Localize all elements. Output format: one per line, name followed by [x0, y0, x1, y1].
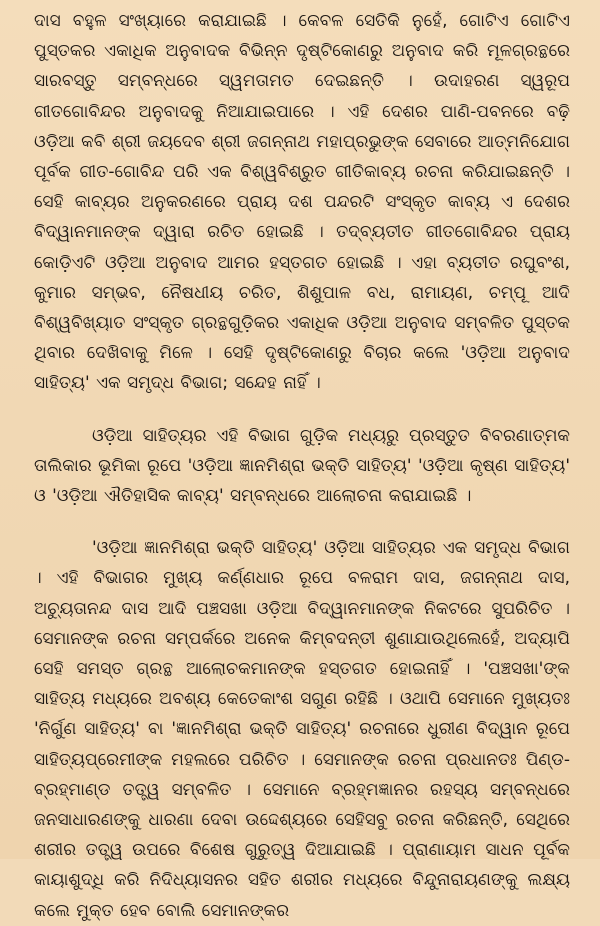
paragraph-2: ଓଡ଼ିଆ ସାହିତ୍ୟର ଏହି ବିଭାଗ ଗୁଡ଼ିକ ମଧ୍ୟରୁ ପ୍ରସ୍ତୁତ ବିବରଣାତ୍ମକ ତାଲିକାର ଭୂମିକା ରୂପେ 'ଓଡ଼ିଆ ଜ୍ଞାନମିଶ୍ରା ଭକ୍ତି ସାହିତ୍ୟ' 'ଓଡ଼ିଆ କୃଷ୍ଣ ସାହିତ୍ୟ' ଓ 'ଓଡ଼ିଆ ଐତିହାସିକ କାବ୍ୟ' ସମ୍ବନ୍ଧରେ ଆଲୋଚନା କରାଯାଇଛି । — [34, 425, 570, 507]
paragraph-3: 'ଓଡ଼ିଆ ଜ୍ଞାନମିଶ୍ରା ଭକ୍ତି ସାହିତ୍ୟ' ଓଡ଼ିଆ ସାହିତ୍ୟର ଏକ ସମୃଦ୍ଧ ବିଭାଗ । ଏହି ବିଭାଗର ମୁଖ୍ୟ କର୍ଣ୍ଣଧାର ରୂପେ ବଳରାମ ଦାସ, ଜଗନ୍ନାଥ ଦାସ, ଅଚ୍ୟୁତାନନ୍ଦ ଦାସ ଆଦି ପଞ୍ଚସଖା ଓଡ଼ିଆ ବିଦ୍ୱାନମାନଙ୍କ ନିକଟରେ ସୁପରିଚିତ । ସେମାନଙ୍କ ରଚନା ସମ୍ପର୍କରେ ଅନେକ କିମ୍ବଦନ୍ତୀ ଶୁଣାଯାଉଥିଲେହେଁ, ଅଦ୍ୟାପି ସେହି ସମସ୍ତ ଗ୍ରନ୍ଥ ଆଲୋଚକମାନଙ୍କ ହସ୍ତଗତ ହୋଇନାହିଁ । 'ପଞ୍ଚସଖା'ଙ୍କ ସାହିତ୍ୟ ମଧ୍ୟରେ ଅବଶ୍ୟ କେତେକାଂଶ ସଗୁଣ ରହିଛି । ଓଥାପି ସେମାନେ ମୁଖ୍ୟତଃ 'ନିର୍ଗୁଣ ସାହିତ୍ୟ' ବା 'ଜ୍ଞାନମିଶ୍ରା ଭକ୍ତି ସାହିତ୍ୟ' ରଚନାରେ ଧୁରୀଣ ବିଦ୍ୱାନ ରୂପେ ସାହିତ୍ୟପ୍ରେମୀଙ୍କ ମହଲରେ ପରିଚିତ । ସେମାନଙ୍କ ରଚନା ପ୍ରଧାନତଃ ପିଣ୍ଡ-ବ୍ରହ୍ମାଣ୍ଡ ତତ୍ତ୍ୱ ସମ୍ବଳିତ । ସେମାନେ ବ୍ରହ୍ମଜ୍ଞାନର ରହସ୍ୟ ସମ୍ବନ୍ଧରେ ଜନସାଧାରଣଙ୍କୁ ଧାରଣା ଦେବା ଉଦ୍ଦେଶ୍ୟରେ ସେହିସବୁ ରଚନା କରିଛନ୍ତି, ସେଥିରେ ଶରୀର ତତ୍ତ୍ୱ ଉପରେ ବିଶେଷ ଗୁରୁତ୍ୱ ଦିଆଯାଇଛି । ପ୍ରାଣାୟାମ ସାଧନ ପୂର୍ବକ କାୟାଶୁଦ୍ଧି କରି ନିଦିଧ୍ୟାସନର ସହିତ ଶରୀର ମଧ୍ୟରେ ବିନ୍ଦୁନାରାୟଣଙ୍କୁ ଲକ୍ଷ୍ୟ କଲେ ମୁକ୍ତ ହେବ ବୋଲି ସେମାନଙ୍କର — [34, 538, 570, 921]
paragraph-gap-2 — [34, 511, 570, 533]
paragraph-1: ଦାସ ବହୁଳ ସଂଖ୍ୟାରେ କରାଯାଇଛି । କେବଳ ସେତିକି ନୁହେଁ, ଗୋଟିଏ ଗୋଟିଏ ପୁସ୍ତକର ଏକାଧିକ ଅନୁବାଦକ ବିଭିନ୍ନ ଦୃଷ୍ଟିକୋଣରୁ ଅନୁବାଦ କରି ମୂଳଗ୍ରନ୍ଥରେ ସାରବସ୍ତୁ ସମ୍ବନ୍ଧରେ ସ୍ୱମତାମତ ଦେଇଛନ୍ତି । ଉଦାହରଣ ସ୍ୱରୂପ ଗୀତଗୋବିନ୍ଦର ଅନୁବାଦକୁ ନିଆଯାଇପାରେ । ଏହି ଦେଶର ପାଣି-ପବନରେ ବଢ଼ି ଓଡ଼ିଆ କବି ଶ୍ରୀ ଜୟଦେବ ଶ୍ରୀ ଜଗନ୍ନାଥ ମହାପ୍ରଭୁଙ୍କ ସେବାରେ ଆତ୍ମନିଯୋଗ ପୂର୍ବକ ଗୀତ-ଗୋବିନ୍ଦ ପରି ଏକ ବିଶ୍ୱବିଶ୍ରୁତ ଗୀତିକାବ୍ୟ ରଚନା କରିଯାଇଛନ୍ତି । ସେହି କାବ୍ୟର ଅନୁକରଣରେ ପ୍ରାୟ ଦଶ ପନ୍ଦରଟି ସଂସ୍କୃତ କାବ୍ୟ ଏ ଦେଶର ବିଦ୍ୱାନମାନଙ୍କ ଦ୍ୱାରା ରଚିତ ହୋଇଛି । ତଦ୍‌ବ୍ୟତୀତ ଗୀତଗୋବିନ୍ଦର ପ୍ରାୟ କୋଡ଼ିଏଟି ଓଡ଼ିଆ ଅନୁବାଦ ଆମର ହସ୍ତଗତ ହୋଇଛି । ଏହା ବ୍ୟତୀତ ରଘୁବଂଶ, କୁମାର ସମ୍ଭବ, ନୈଷଧୀୟ ଚରିତ, ଶିଶୁପାଳ ବଧ, ରାମାୟଣ, ଚମ୍ପୂ ଆଦି ବିଶ୍ୱବିଖ୍ୟାତ ସଂସ୍କୃତ ଗ୍ରନ୍ଥଗୁଡ଼ିକର ଏକାଧିକ ଓଡ଼ିଆ ଅନୁବାଦ ସମ୍ବଳିତ ପୁସ୍ତକ ଥିବାର ଦେଖିବାକୁ ମିଳେ । ସେହି ଦୃଷ୍ଟିକୋଣରୁ ବିଚାର କଲେ 'ଓଡ଼ିଆ ଅନୁବାଦ ସାହିତ୍ୟ' ଏକ ସମୃଦ୍ଧ ବିଭାଗ; ସନ୍ଦେହ ନାହିଁ । — [34, 11, 570, 394]
paragraph-gap-1 — [34, 399, 570, 421]
